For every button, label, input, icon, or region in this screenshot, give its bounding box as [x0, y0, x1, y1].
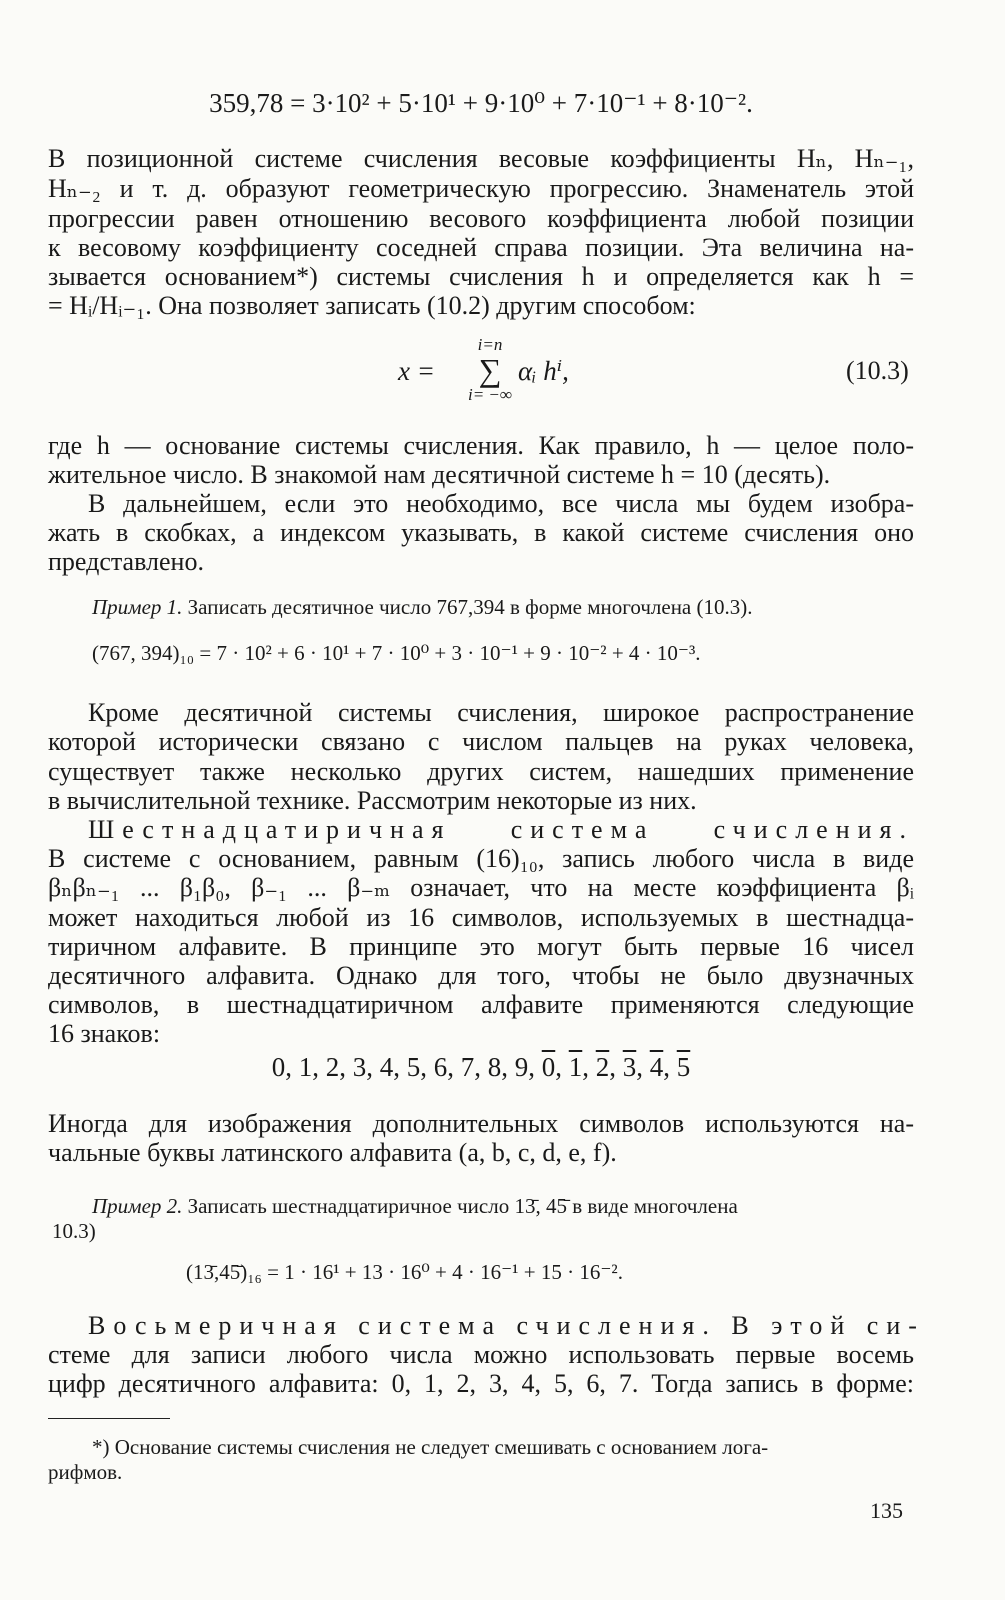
example-2	[92, 1193, 914, 1219]
p1-line-1: В позиционной системе счисления весовые коэффициенты Hₙ, Hₙ₋₁,	[48, 144, 914, 173]
p5-line-4: может находиться любой из 16 символов, используемых в шестнадца-	[48, 903, 914, 932]
example-2-formula: (13̄,45̄)₁₆ = 1 · 16¹ + 13 · 16⁰ + 4 · 16⁻¹ + 15 · 16⁻².	[186, 1260, 623, 1284]
p4-line-3: существует также несколько других систем, нашедших применение	[48, 757, 914, 786]
p6-line-1: Иногда для изображения дополнительных символов используются на-	[48, 1109, 914, 1138]
p5-line-5: тиричном алфавите. В принципе это могут быть первые 16 чисел	[48, 932, 914, 961]
hex-section-heading: Шестнадцатиричная система счисления.	[88, 815, 914, 844]
p1-line-4: к весовому коэффициенту соседней справа позиции. Эта величина на-	[48, 233, 914, 262]
summation-upper: i=n	[477, 335, 503, 354]
footnote-rule	[48, 1418, 170, 1419]
hex-digit-11: 1	[568, 1052, 583, 1082]
p2-line-1: где h — основание системы счисления. Как правило, h — целое поло-	[48, 431, 914, 460]
summation	[455, 335, 525, 405]
example-2-text: Записать шестнадцатиричное число 13̄, 45̄ в виде многочлена	[187, 1194, 738, 1218]
p1-line-3: прогрессии равен отношению весового коэффициента любой позиции	[48, 204, 914, 233]
footnote-line-1: *) Основание системы счисления не следует смешивать с основанием лога-	[92, 1435, 769, 1459]
p2-line-2: жительное число. В знакомой нам десятичной системе h = 10 (десять).	[48, 460, 831, 489]
p1-line-5: зывается основанием*) системы счисления h и определяется как h =	[48, 262, 914, 291]
example-1-label: Пример 1.	[92, 595, 183, 619]
example-1-text: Записать десятичное число 767,394 в форме многочлена (10.3).	[187, 595, 753, 619]
p1-line-2: Hₙ₋₂ и т. д. образуют геометрическую прогрессию. Знаменатель этой	[48, 174, 914, 203]
p7-line-3: цифр десятичного алфавита: 0, 1, 2, 3, 4, 5, 6, 7. Тогда запись в форме:	[48, 1369, 914, 1398]
page-number: 135	[870, 1498, 903, 1523]
hex-digit-14: 4	[649, 1052, 664, 1082]
example-2-label: Пример 2.	[92, 1194, 183, 1218]
formula-lhs: x =	[398, 356, 435, 386]
summation-lower: i= −∞	[467, 385, 513, 404]
hex-digits-decimal: 0, 1, 2, 3, 4, 5, 6, 7, 8, 9,	[271, 1052, 535, 1082]
example-2-text-cont: 10.3)	[52, 1219, 96, 1243]
p4-line-2: которой исторически связано с числом пальцев на руках человека,	[48, 727, 914, 756]
p5-line-6: десятичного алфавита. Однако для того, чтобы не было двузначных	[48, 961, 914, 990]
hex-digit-15: 5	[676, 1052, 691, 1082]
formula-359-78: 359,78 = 3·10² + 5·10¹ + 9·10⁰ + 7·10⁻¹ + 8·10⁻².	[209, 88, 753, 118]
p3-line-3: представлено.	[48, 547, 204, 576]
hex-digit-10: 0	[541, 1052, 556, 1082]
p5-line-3: βₙβₙ₋₁ ... β₁β₀, β₋₁ ... β₋ₘ означает, что на месте коэффициента βᵢ	[48, 873, 914, 902]
hex-digit-12: 2	[595, 1052, 610, 1082]
footnote-line-2: рифмов.	[48, 1460, 123, 1484]
p5-line-7: символов, в шестнадцатиричном алфавите применяются следующие	[48, 990, 914, 1019]
p5-line-2: В системе с основанием, равным (16)₁₀, запись любого числа в виде	[48, 844, 914, 873]
hex-alphabet: 0, 1, 2, 3, 4, 5, 6, 7, 8, 9, 0, 1, 2, 3, 4, 5	[271, 1052, 691, 1082]
p3-line-2: жать в скобках, а индексом указывать, в какой системе счисления оно	[48, 518, 914, 547]
p4-line-4: в вычислительной технике. Рассмотрим некоторые из них.	[48, 786, 697, 815]
sigma-symbol: ∑	[478, 352, 502, 388]
equation-number: (10.3)	[846, 356, 909, 385]
p7-line-2: стеме для записи любого числа можно использовать первые восемь	[48, 1340, 914, 1369]
example-1	[92, 594, 914, 620]
p1-line-6: = Hᵢ/Hᵢ₋₁. Она позволяет записать (10.2) другим способом:	[48, 291, 696, 320]
p4-line-1: Кроме десятичной системы счисления, широкое распространение	[88, 698, 914, 727]
p6-line-2: чальные буквы латинского алфавита (a, b, c, d, e, f).	[48, 1138, 617, 1167]
example-1-formula: (767, 394)₁₀ = 7 · 10² + 6 · 10¹ + 7 · 10⁰ + 3 · 10⁻¹ + 9 · 10⁻² + 4 · 10⁻³.	[92, 641, 701, 665]
octal-section-heading: Восьмеричная система счисления. В этой си-	[88, 1311, 925, 1340]
p5-line-8: 16 знаков:	[48, 1019, 161, 1048]
formula-body: αᵢ hⁱ,	[518, 356, 569, 386]
p3-line-1: В дальнейшем, если это необходимо, все числа мы будем изобра-	[88, 489, 914, 518]
hex-digit-13: 3	[622, 1052, 637, 1082]
